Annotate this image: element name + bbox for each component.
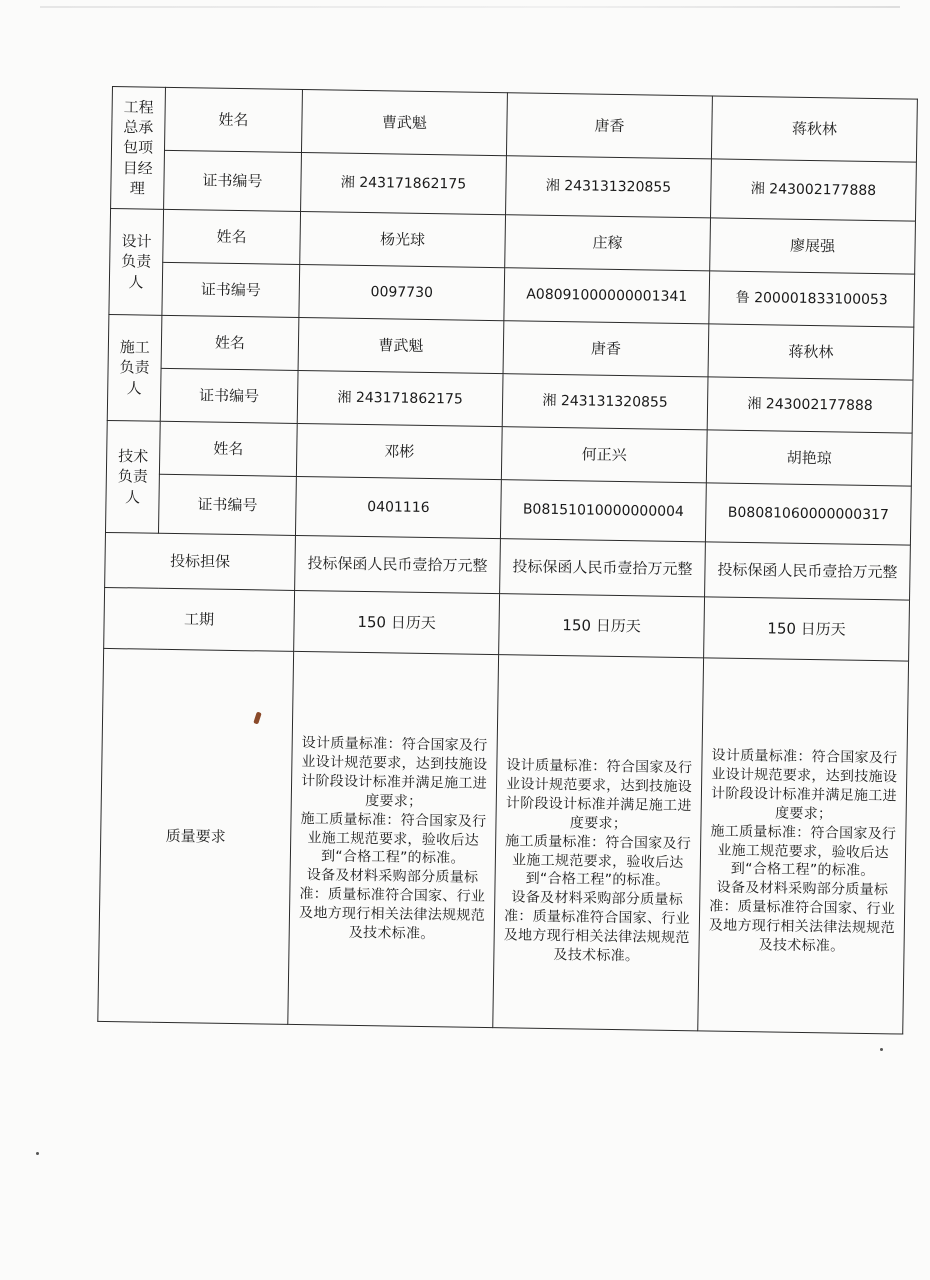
design-name-3: 廖展强 — [710, 218, 916, 274]
manager-name-2: 唐香 — [506, 93, 712, 159]
manager-cert-3: 湘 243002177888 — [711, 159, 917, 221]
quality-construction-standard: 施工质量标准：符合国家及行业施工规范要求，验收后达到“合格工程”的标准。 — [505, 832, 692, 890]
manager-name-3: 蒋秋林 — [711, 96, 917, 162]
quality-procurement-standard: 设备及材料采购部分质量标准：质量标准符合国家、行业及地方现行相关法律法规规范及技术标准。 — [298, 867, 486, 943]
group-label-technical: 技术负责人 — [105, 420, 160, 533]
table-row — [98, 648, 909, 1034]
cert-label: 证书编号 — [164, 150, 302, 211]
cert-label: 证书编号 — [158, 474, 296, 535]
period-value-3: 150 日历天 — [704, 597, 910, 661]
personnel-table-sheet — [97, 86, 918, 1035]
group-label-design: 设计负责人 — [109, 208, 164, 315]
design-name-1: 杨光球 — [300, 211, 506, 267]
quality-cell-2 — [493, 655, 704, 1031]
guarantee-value-3: 投标保函人民币壹拾万元整 — [705, 542, 911, 600]
name-label: 姓名 — [159, 421, 297, 476]
scan-speck — [36, 1152, 39, 1155]
quality-label: 质量要求 — [98, 648, 294, 1024]
quality-cell-1 — [288, 651, 499, 1027]
period-value-2: 150 日历天 — [499, 594, 705, 658]
personnel-table — [97, 86, 918, 1035]
technical-cert-3: B08081060000000317 — [705, 483, 911, 545]
quality-procurement-standard: 设备及材料采购部分质量标准：质量标准符合国家、行业及地方现行相关法律法规规范及技术标准。 — [503, 889, 691, 965]
cert-label: 证书编号 — [160, 368, 298, 423]
cert-label: 证书编号 — [162, 262, 300, 317]
manager-cert-2: 湘 243131320855 — [506, 156, 712, 218]
quality-design-standard: 设计质量标准：符合国家及行业设计规范要求，达到技施设计阶段设计标准并满足施工进度要求； — [710, 747, 898, 823]
construction-name-3: 蒋秋林 — [708, 324, 914, 380]
quality-construction-standard: 施工质量标准：符合国家及行业施工规范要求，验收后达到“合格工程”的标准。 — [300, 810, 487, 868]
technical-cert-2: B08151010000000004 — [500, 480, 706, 542]
scan-speck — [880, 1048, 883, 1051]
construction-cert-2: 湘 243131320855 — [502, 374, 708, 430]
guarantee-label: 投标担保 — [105, 532, 296, 590]
quality-cell-3 — [698, 658, 909, 1034]
manager-name-1: 曹武魁 — [301, 89, 507, 155]
name-label: 姓名 — [163, 209, 301, 264]
design-name-2: 庄稼 — [505, 215, 711, 271]
name-label: 姓名 — [164, 87, 302, 152]
design-cert-3: 鲁 200001833100053 — [709, 271, 915, 327]
quality-design-standard: 设计质量标准：符合国家及行业设计规范要求，达到技施设计阶段设计标准并满足施工进度要求； — [505, 757, 693, 832]
group-label-construction: 施工负责人 — [107, 314, 162, 421]
group-label-manager: 工程总承包项目经理 — [111, 87, 166, 210]
page-edge — [40, 6, 900, 8]
design-cert-1: 0097730 — [299, 264, 505, 320]
period-value-1: 150 日历天 — [294, 590, 500, 654]
construction-cert-1: 湘 243171862175 — [297, 370, 503, 426]
design-cert-2: A08091000000001341 — [504, 268, 710, 324]
technical-cert-1: 0401116 — [295, 476, 501, 538]
quality-design-standard: 设计质量标准：符合国家及行业设计规范要求，达到技施设计阶段设计标准并满足施工进度要求； — [301, 735, 488, 810]
guarantee-value-2: 投标保函人民币壹拾万元整 — [500, 539, 706, 597]
construction-name-1: 曹武魁 — [298, 317, 504, 373]
technical-name-1: 邓彬 — [296, 423, 502, 479]
period-label: 工期 — [104, 587, 295, 651]
name-label: 姓名 — [161, 315, 299, 370]
quality-construction-standard: 施工质量标准：符合国家及行业施工规范要求，验收后达到“合格工程”的标准。 — [710, 823, 897, 880]
quality-procurement-standard: 设备及材料采购部分质量标准：质量标准符合国家、行业及地方现行相关法律法规规范及技术标准。 — [708, 879, 896, 955]
technical-name-3: 胡艳琼 — [706, 430, 912, 486]
construction-cert-3: 湘 243002177888 — [707, 377, 913, 433]
guarantee-value-1: 投标保函人民币壹拾万元整 — [295, 535, 501, 593]
construction-name-2: 唐香 — [503, 321, 709, 377]
technical-name-2: 何正兴 — [501, 427, 707, 483]
manager-cert-1: 湘 243171862175 — [301, 152, 507, 214]
